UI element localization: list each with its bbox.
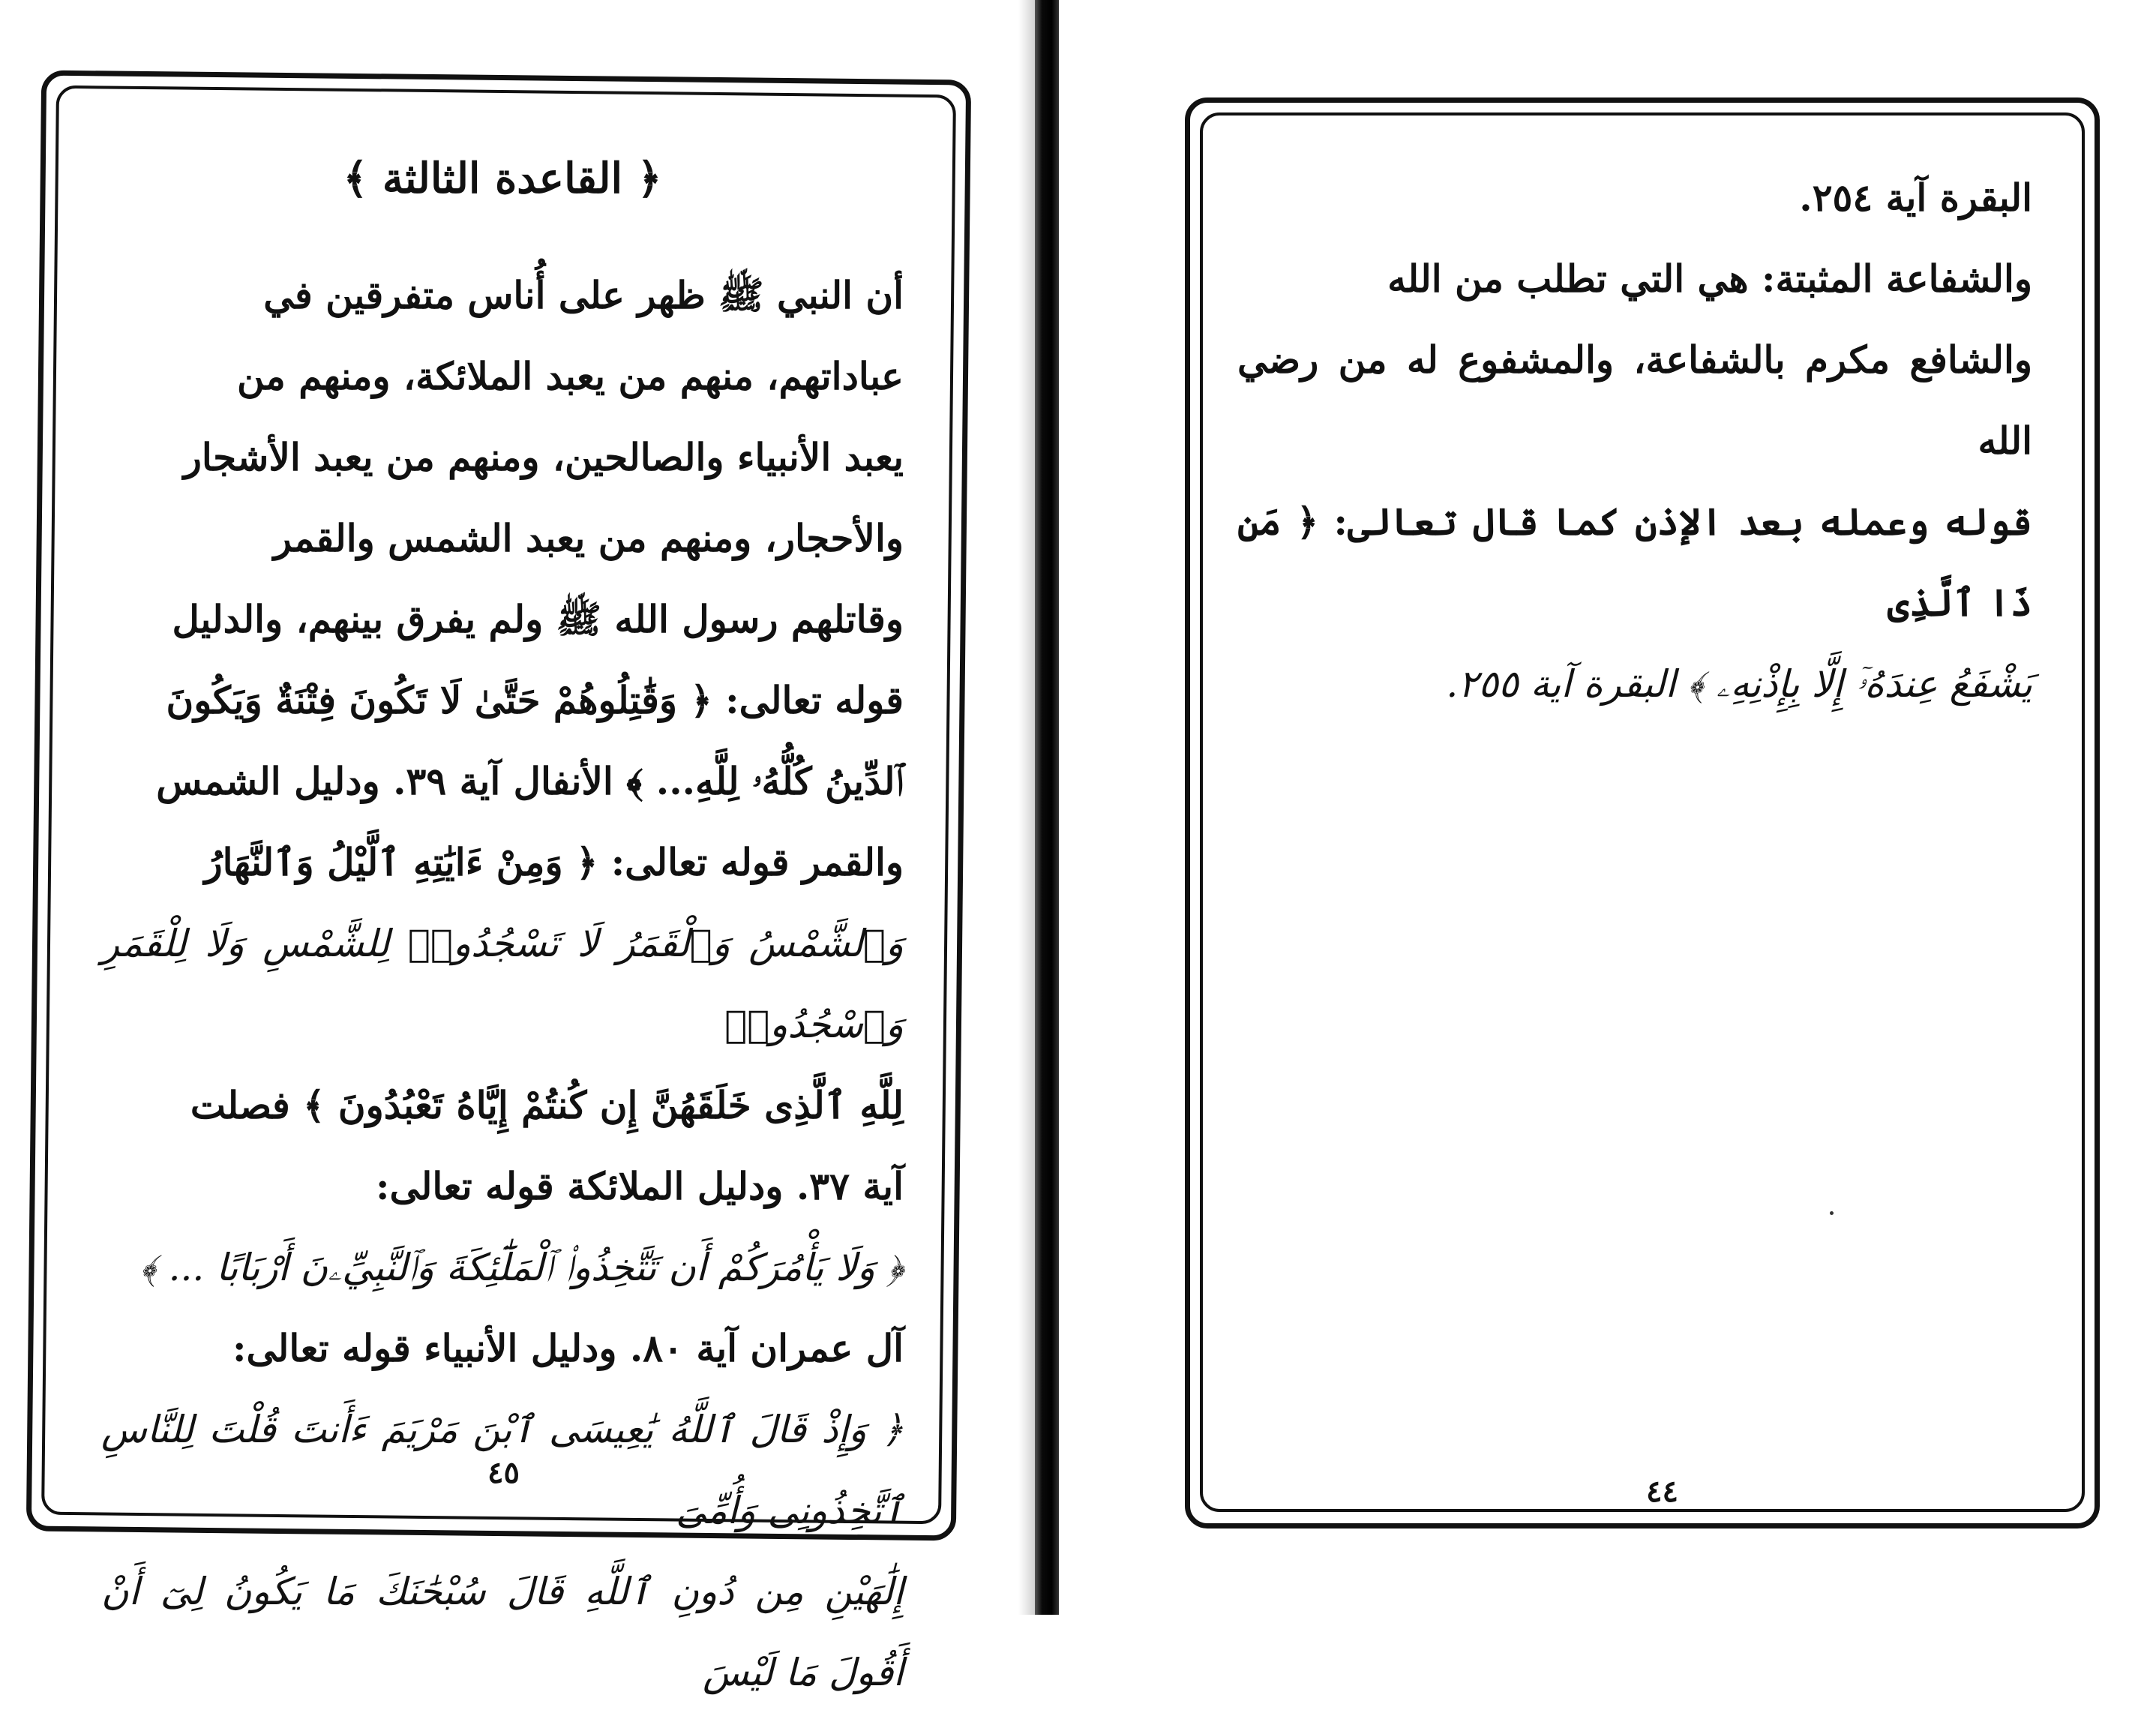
left-line-12: ﴿ وَلَا يَأْمُرَكُمْ أَن تَتَّخِذُوا۟ ٱلْمَلَٰٓئِكَةَ وَٱلنَّبِيِّۦنَ أَرْبَابًا ... ﴾	[139, 1246, 904, 1289]
left-line-1: أن النبي ﷺ ظهر على أُناس متفرقين في	[263, 273, 904, 317]
right-line-4: قوله وعمله بعد الإذن كما قال تعالى: ﴿ مَن ذَا ٱلَّذِى	[1237, 500, 2032, 625]
left-page-number: ٤٥	[487, 1455, 520, 1490]
left-line-11: آية ٣٧. ودليل الملائكة قوله تعالى:	[376, 1164, 904, 1208]
left-line-3: يعبد الأنبياء والصالحين، ومنهم من يعبد الأشجار	[183, 435, 904, 479]
print-speck	[1830, 1211, 1834, 1215]
left-line-15: إِلَٰهَيْنِ مِن دُونِ ٱللَّهِ قَالَ سُبْحَٰنَكَ مَا يَكُونُ لِىٓ أَنْ أَقُولَ مَا لَيْسَ	[101, 1570, 904, 1694]
left-line-6: قوله تعالى: ﴿ وَقَٰتِلُوهُمْ حَتَّىٰ لَا تَكُونَ فِتْنَةٌ وَيَكُونَ	[166, 678, 904, 722]
right-page-body	[1237, 158, 2032, 724]
left-line-8: والقمر قوله تعالى: ﴿ وَمِنْ ءَايَٰتِهِ ٱلَّيْلُ وَٱلنَّهَارُ	[204, 840, 904, 884]
section-title: ﴿ القاعدة الثالثة ﴾	[343, 154, 662, 203]
left-page-body	[101, 255, 904, 1713]
right-line-1: البقرة آية ٢٥٤.	[1799, 176, 2032, 220]
book-spine	[1035, 0, 1059, 1615]
left-line-10: لِلَّهِ ٱلَّذِى خَلَقَهُنَّ إِن كُنتُمْ إِيَّاهُ تَعْبُدُونَ ﴾ فصلت	[190, 1083, 904, 1127]
left-line-13: آل عمران آية ٨٠. ودليل الأنبياء قوله تعالى:	[232, 1326, 904, 1370]
left-line-2: عباداتهم، منهم من يعبد الملائكة، ومنهم من	[236, 354, 904, 398]
left-line-5: وقاتلهم رسول الله ﷺ ولم يفرق بينهم، والدليل	[172, 597, 904, 641]
left-line-4: والأحجار، ومنهم من يعبد الشمس والقمر	[273, 516, 904, 560]
left-line-14: ﴿ وَإِذْ قَالَ ٱللَّهُ يَٰعِيسَى ٱبْنَ مَرْيَمَ ءَأَنتَ قُلْتَ لِلنَّاسِ ٱتَّخِذُونِى وَأُمِّىَ	[101, 1408, 904, 1532]
left-line-7: ٱلدِّينُ كُلُّهُۥ لِلَّهِ... ﴾ الأنفال آية ٣٩. ودليل الشمس	[156, 759, 904, 803]
right-line-2: والشفاعة المثبتة: هي التي تطلب من الله	[1387, 256, 2032, 301]
right-line-5: يَشْفَعُ عِندَهُۥٓ إِلَّا بِإِذْنِهِۦ ﴾ البقرة آية ٢٥٥.	[1446, 662, 2032, 706]
left-line-9: وَٱلشَّمْسُ وَٱلْقَمَرُ لَا تَسْجُدُوا۟ لِلشَّمْسِ وَلَا لِلْقَمَرِ وَٱسْجُدُوا۟	[101, 922, 904, 1046]
right-page-number: ٤٤	[1646, 1474, 1678, 1509]
spine-shadow	[1018, 0, 1035, 1615]
right-line-3: والشافع مكرم بالشفاعة، والمشفوع له من رضي الله	[1237, 338, 2032, 463]
